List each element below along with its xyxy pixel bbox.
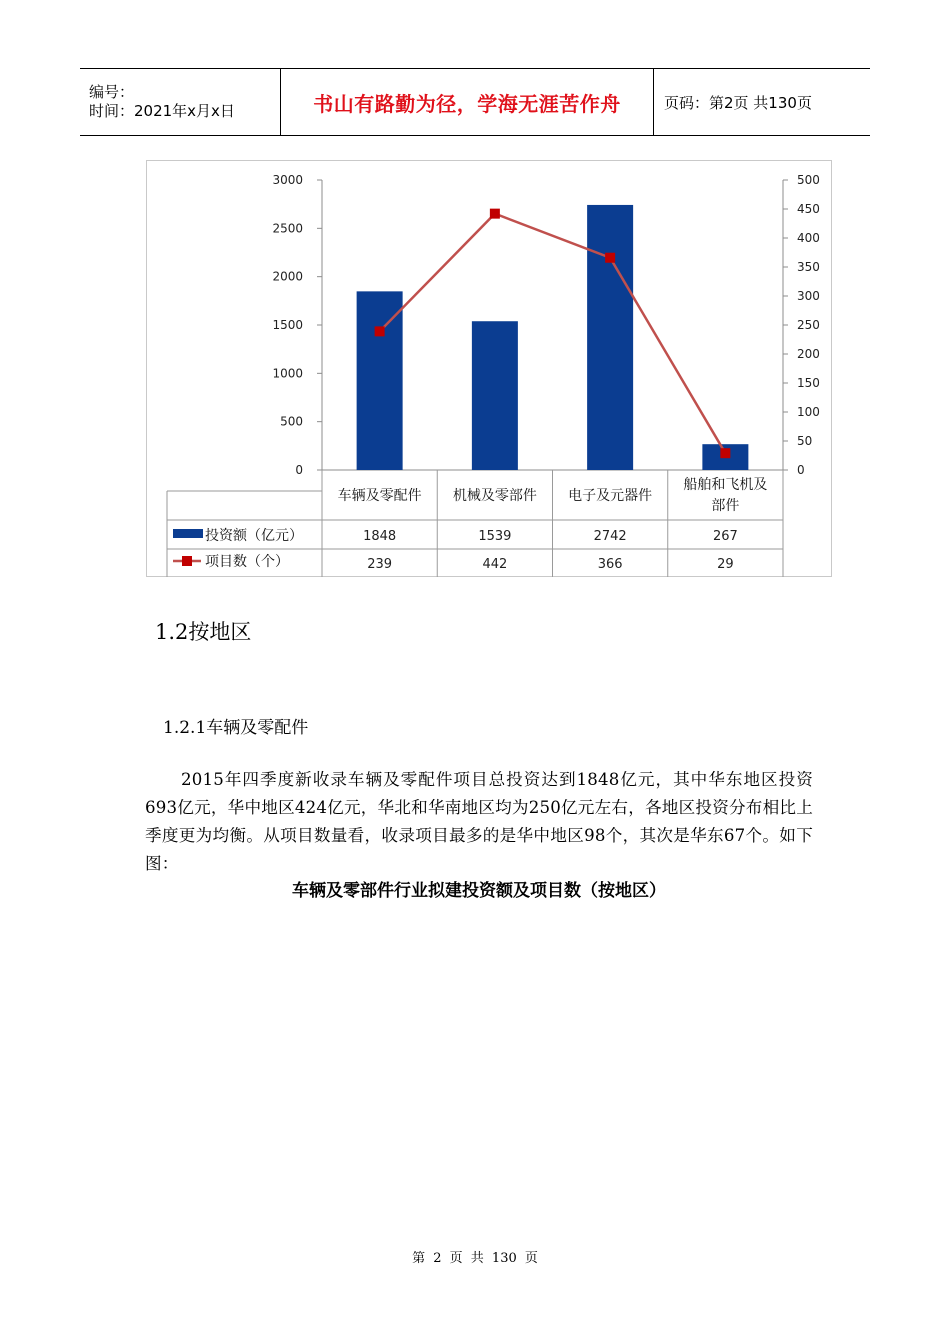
legend-key-marker <box>182 556 192 566</box>
table-value-projects: 239 <box>367 557 393 572</box>
left-tick-label: 1000 <box>272 366 303 381</box>
line-marker-1 <box>375 326 385 336</box>
legend-label: 项目数（个） <box>205 554 289 570</box>
right-tick-label: 0 <box>797 463 805 477</box>
right-tick-label: 50 <box>797 434 813 448</box>
header-motto: 书山有路勤为径，学海无涯苦作舟 <box>281 69 654 135</box>
right-tick-label: 350 <box>797 260 820 274</box>
category-label: 部件 <box>711 498 740 514</box>
header-meta <box>80 69 281 135</box>
table-value-projects: 442 <box>482 557 508 572</box>
category-label: 车辆及零配件 <box>337 488 422 504</box>
right-tick-label: 400 <box>797 231 820 245</box>
page-header <box>80 68 870 136</box>
body-paragraph: 2015年四季度新收录车辆及零配件项目总投资达到1848亿元，其中华东地区投资693亿元，华中地区424亿元，华北和华南地区均为250亿元左右，各地区投资分布相比上季度更为均衡。从项目数量看，收录项目最多的是华中地区98个，其次是华东67个。如下图： <box>145 770 813 873</box>
table-value-investment: 267 <box>712 529 738 544</box>
right-tick-label: 100 <box>797 405 820 419</box>
table-value-investment: 2742 <box>593 529 627 544</box>
table-value-investment: 1848 <box>363 529 397 544</box>
time-label: 时间：2021年x月x日 <box>89 102 235 120</box>
subsection-heading: 1.2.1车辆及零配件 <box>163 718 309 738</box>
investment-chart <box>146 160 832 577</box>
header-page-info: 页码：第2页 共130页 <box>664 93 812 112</box>
legend-key-bar <box>173 529 203 538</box>
right-tick-label: 450 <box>797 202 820 216</box>
figure-caption: 车辆及零部件行业拟建投资额及项目数（按地区） <box>292 881 666 901</box>
right-tick-label: 300 <box>797 289 820 303</box>
section-heading: 1.2按地区 <box>155 620 252 644</box>
bar-1 <box>357 291 403 470</box>
right-tick-label: 500 <box>797 173 820 187</box>
line-marker-4 <box>720 448 730 458</box>
legend-label: 投资额（亿元） <box>205 528 303 544</box>
right-tick-label: 200 <box>797 347 820 361</box>
left-tick-label: 0 <box>295 463 303 477</box>
line-marker-2 <box>490 209 500 219</box>
right-tick-label: 150 <box>797 376 820 390</box>
category-label: 船舶和飞机及 <box>683 477 768 493</box>
chart-canvas <box>147 161 833 578</box>
number-label: 编号： <box>89 83 135 101</box>
project-count-line <box>380 214 726 454</box>
left-tick-label: 1500 <box>272 318 303 332</box>
table-value-investment: 1539 <box>478 529 512 544</box>
line-marker-3 <box>605 253 615 263</box>
category-label: 机械及零部件 <box>452 488 537 504</box>
bar-3 <box>587 205 633 470</box>
page-footer: 第 2 页 共 130 页 <box>412 1251 538 1266</box>
left-tick-label: 500 <box>280 414 303 429</box>
left-tick-label: 2000 <box>272 269 303 284</box>
table-value-projects: 366 <box>597 557 623 572</box>
bar-2 <box>472 321 518 470</box>
right-tick-label: 250 <box>797 318 820 332</box>
left-tick-label: 3000 <box>272 173 303 187</box>
table-value-projects: 29 <box>717 557 734 572</box>
category-label: 电子及元器件 <box>568 488 653 504</box>
left-tick-label: 2500 <box>272 221 303 236</box>
